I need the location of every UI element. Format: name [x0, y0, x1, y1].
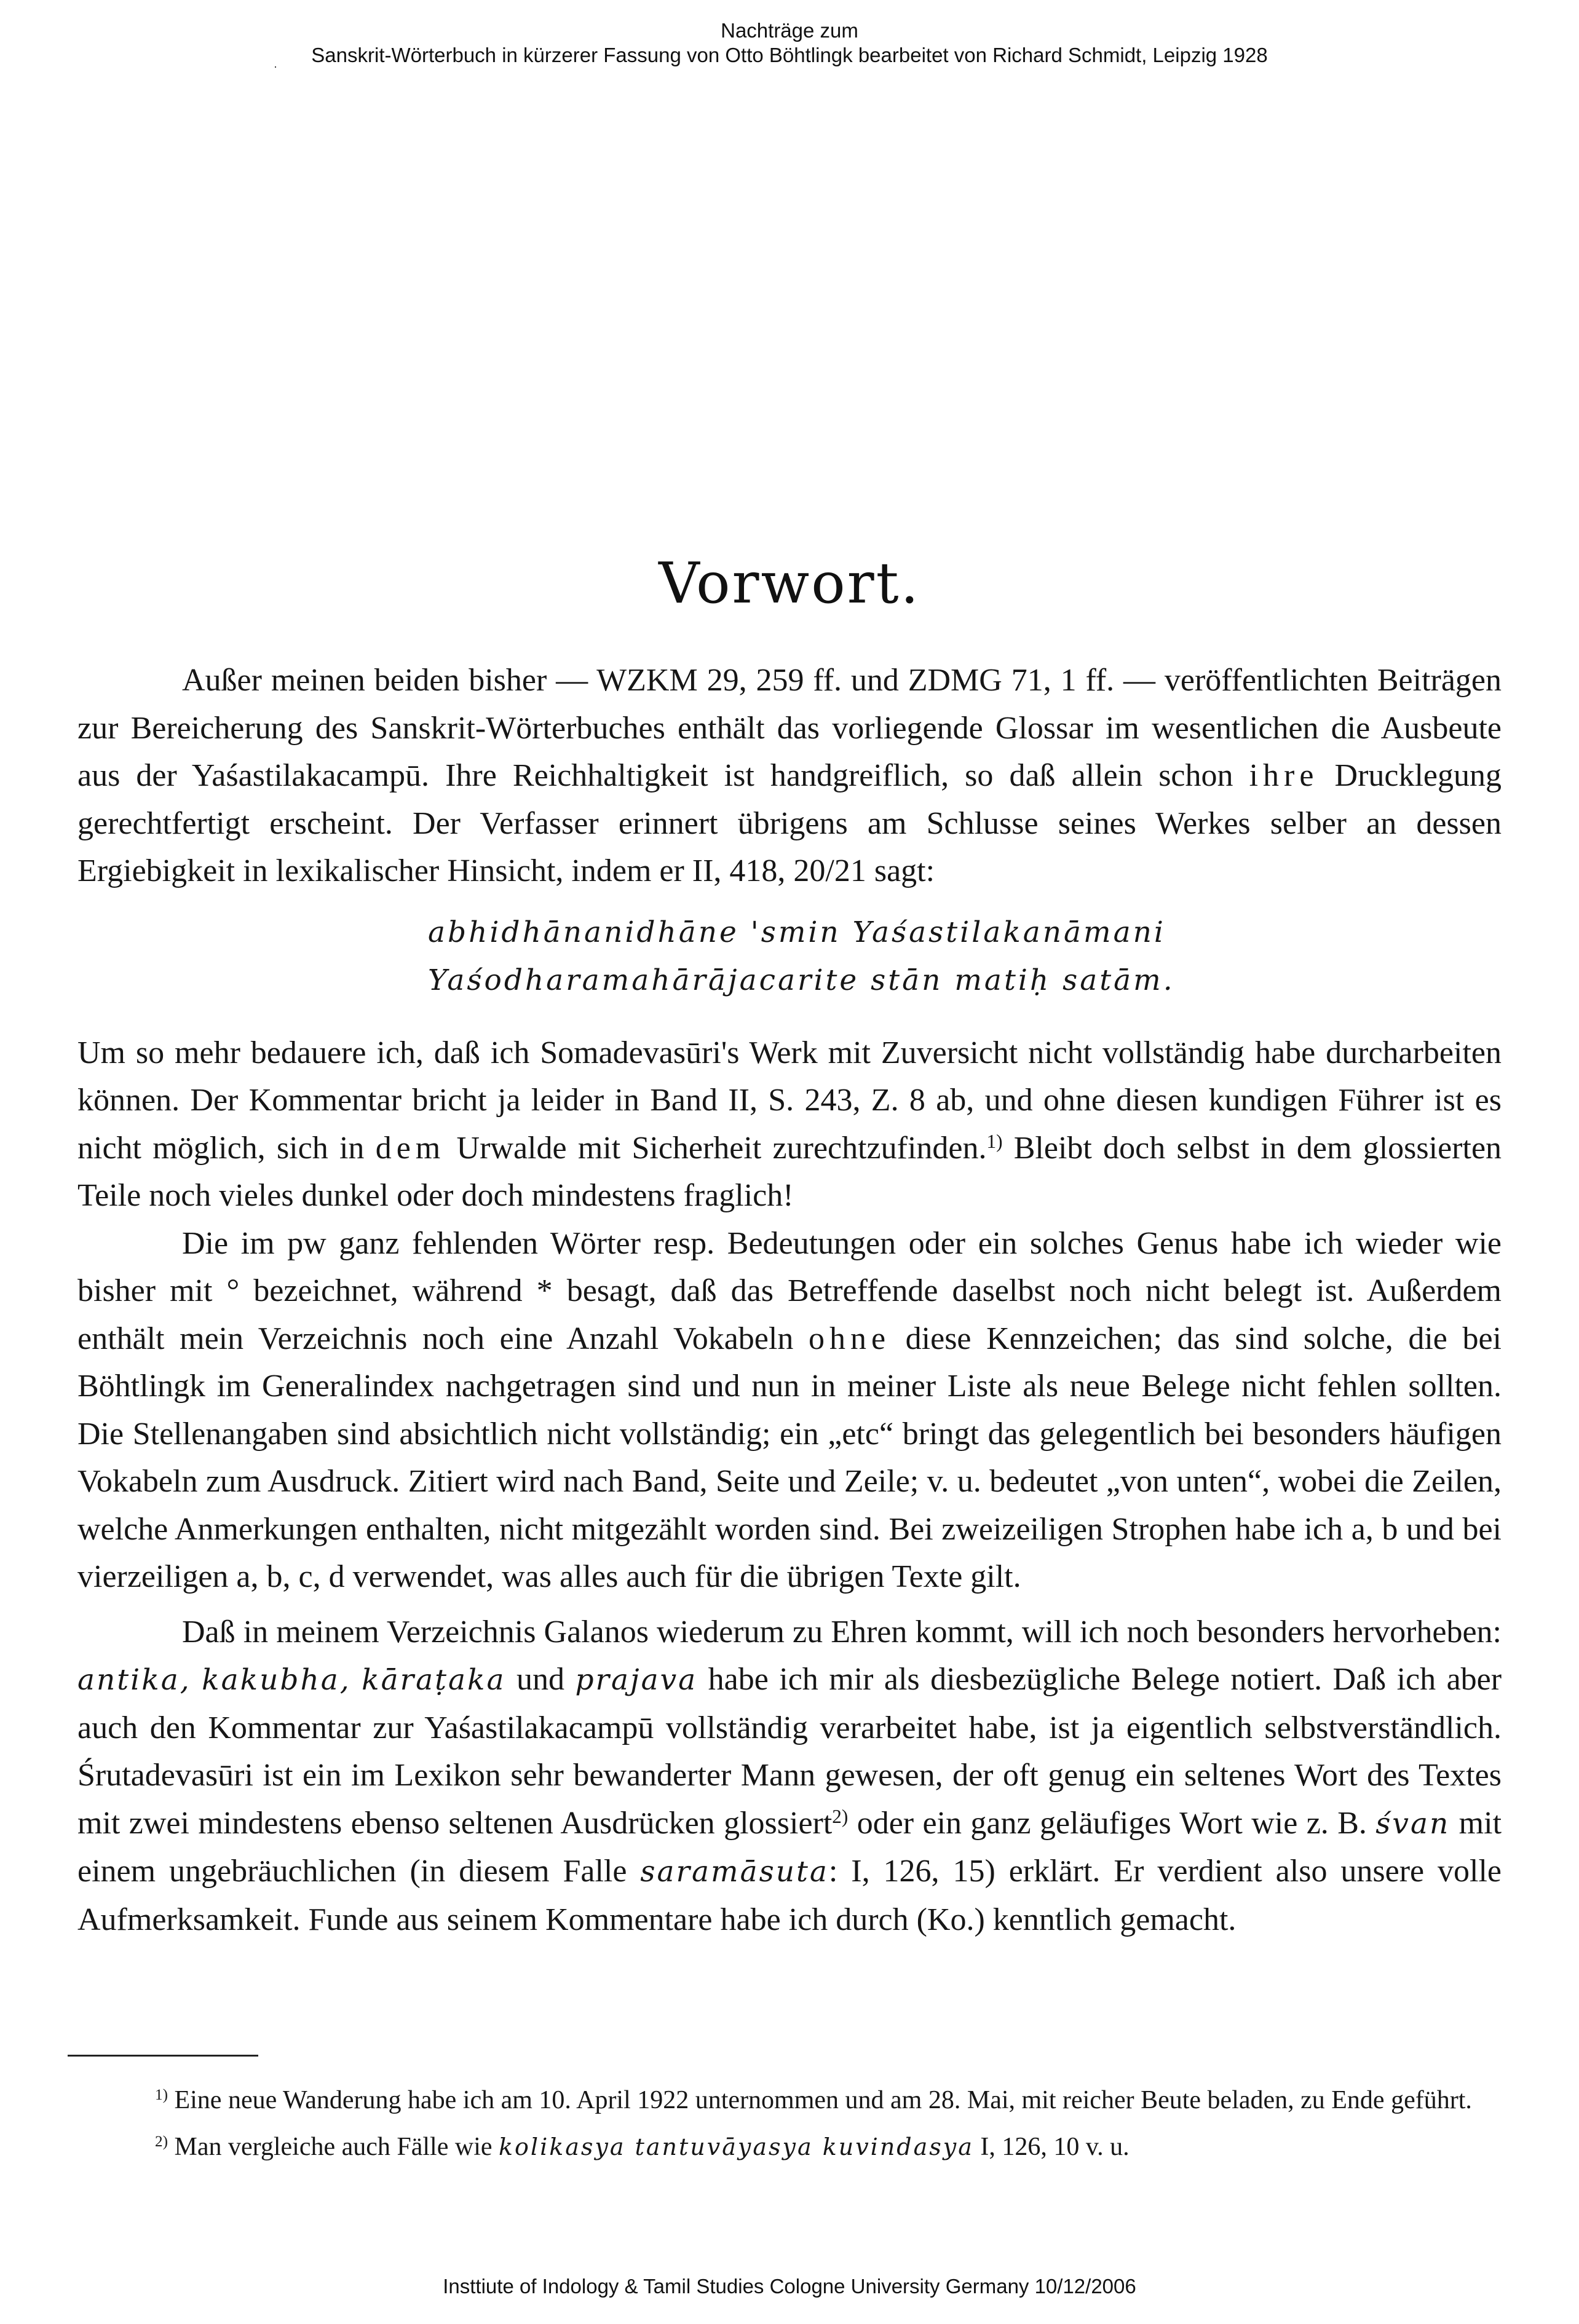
- header-line-1: Nachträge zum: [721, 19, 858, 42]
- p4-und: und: [516, 1662, 564, 1697]
- p4-text-c: oder ein ganz geläufiges Wort wie z. B.: [857, 1805, 1367, 1841]
- footnote-ref-1[interactable]: 1): [986, 1130, 1003, 1152]
- p3-text-b: diese Kennzeichen; das sind solche, die bei Böhtlingk im Generalindex nachgetragen sind und nun in meiner Liste als neue Belege nicht fehlen sollten. Die Stellenangaben sind absichtlich nicht vollständig; ein „etc“ bringt das gelegentlich bei besonders häufigen Vokabeln zum Ausdruck. Zitiert wird nach Band, Seite und Zeile; v. u. bedeutet „von unten“, wobei die Zeilen, welche Anmerkungen enthalten, nicht mitgezählt worden sind. Bei zweizeiligen Strophen habe ich a, b und bei vierzeiligen a, b, c, d verwendet, was alles auch für die übrigen Texte gilt.: [77, 1321, 1502, 1594]
- footnote-1-text: Eine neue Wanderung habe ich am 10. April 1922 unternommen und am 28. Mai, mit reicher Beute beladen, zu Ende geführt.: [174, 2086, 1472, 2114]
- page-title: Vorwort.: [659, 550, 920, 616]
- paragraph-4: [77, 1608, 1502, 1944]
- p4-term-antika: antika,: [77, 1663, 191, 1697]
- footnote-2-citation: kolikasya tantuvāyasya kuvindasya: [499, 2133, 974, 2160]
- footnotes: [77, 2081, 1502, 2175]
- p4-term-saramasuta: saramāsuta: [640, 1855, 829, 1889]
- p3-emphasis: ohne: [808, 1321, 891, 1356]
- p1-text-b: Drucklegung gerechtfertigt erscheint. Der Verfasser erinnert übrigens am Schlusse seines Werkes selber an dessen Ergiebigkeit in lexikalischer Hinsicht, indem er II, 418, 20/21 sagt:: [77, 758, 1502, 888]
- p4-term-prajava: prajava: [575, 1663, 698, 1697]
- footnote-1-mark: 1): [155, 2087, 168, 2104]
- verse-line-2: Yaśodharamahārājacarite stān matiḥ satām.: [428, 963, 1175, 997]
- p2-text-a: Um so mehr bedauere ich, daß ich Somadevasūri's Werk mit Zuversicht nicht vollständig habe durcharbeiten können. Der Kommentar bricht ja leider in Band II, S. 243, Z. 8 ab, und ohne diesen kundigen Führer ist es nicht möglich, sich in: [77, 1035, 1502, 1166]
- paragraph-3: [77, 1220, 1502, 1601]
- p4-text-d: mit einem ungebräuchlichen (in diesem Falle: [77, 1805, 1502, 1889]
- main-text: [77, 657, 1502, 1943]
- p2-text-c: Bleibt doch selbst in dem glossierten Teile noch vieles dunkel oder doch mindestens fraglich!: [77, 1130, 1502, 1213]
- footnote-2-mark: 2): [155, 2133, 168, 2151]
- p3-text-a: Die im pw ganz fehlenden Wörter resp. Bedeutungen oder ein solches Genus habe ich wieder wie bisher mit ° bezeichnet, während * besagt, daß das Betreffende daselbst noch nicht belegt ist. Außerdem enthält mein Verzeichnis noch eine Anzahl Vokabeln: [77, 1225, 1502, 1356]
- footnote-2-text-b: I, 126, 10 v. u.: [980, 2133, 1130, 2161]
- footnote-2-text-a: Man vergleiche auch Fälle wie: [174, 2133, 493, 2161]
- page-header: [0, 18, 1579, 73]
- header-dot: ·: [274, 60, 277, 73]
- p4-text-b: habe ich mir als diesbezügliche Belege notiert. Daß ich aber auch den Kommentar zur Yaśastilakacampū vollständig verarbeitet habe, ist ja eigentlich selbstverständlich. Śrutadevasūri ist ein im Lexikon sehr bewanderter Mann gewesen, der oft genug ein seltenes Wort des Textes mit zwei mindestens ebenso seltenen Ausdrücken glossiert: [77, 1662, 1502, 1841]
- p4-term-kakubha: kakubha,: [202, 1663, 351, 1697]
- page-footer: Insttiute of Indology & Tamil Studies Cologne University Germany 10/12/2006: [443, 2275, 1136, 2298]
- p4-text-a: Daß in meinem Verzeichnis Galanos wiederum zu Ehren kommt, will ich noch besonders hervorheben:: [182, 1614, 1502, 1650]
- footnote-ref-2[interactable]: 2): [832, 1805, 849, 1827]
- p2-text-b: Urwalde mit Sicherheit zurechtzufinden.: [456, 1130, 987, 1166]
- p1-emphasis: ihre: [1249, 758, 1319, 793]
- p4-text-e: : I, 126, 15) erklärt. Er verdient also unsere volle Aufmerksamkeit. Funde aus seinem Kommentare habe ich durch (Ko.) kenntlich gemacht.: [77, 1854, 1502, 1937]
- verse-line-1: abhidhānanidhāne 'smin Yaśastilakanāmani: [428, 915, 1166, 949]
- paragraph-2: [77, 1029, 1502, 1220]
- p4-term-karataka: kāraṭaka: [362, 1663, 506, 1697]
- footnote-2: [77, 2128, 1502, 2166]
- paragraph-1: [77, 657, 1502, 895]
- header-line-2: Sanskrit-Wörterbuch in kürzerer Fassung von Otto Böhtlingk bearbeitet von Richard Schmidt, Leipzig 1928: [311, 44, 1268, 66]
- p1-text-a: Außer meinen beiden bisher — WZKM 29, 259 ff. und ZDMG 71, 1 ff. — veröffentlichten Beiträgen zur Bereicherung des Sanskrit-Wörterbuches enthält das vorliegende Glossar im wesentlichen die Ausbeute aus der Yaśastilakacampū. Ihre Reichhaltigkeit ist handgreiflich, so daß allein schon: [77, 663, 1502, 793]
- footnote-1: [77, 2081, 1502, 2119]
- verse-quote: [77, 909, 1502, 1005]
- footnote-divider: [68, 2055, 258, 2057]
- p2-emphasis: dem: [375, 1130, 446, 1166]
- p4-term-svan: śvan: [1375, 1806, 1450, 1841]
